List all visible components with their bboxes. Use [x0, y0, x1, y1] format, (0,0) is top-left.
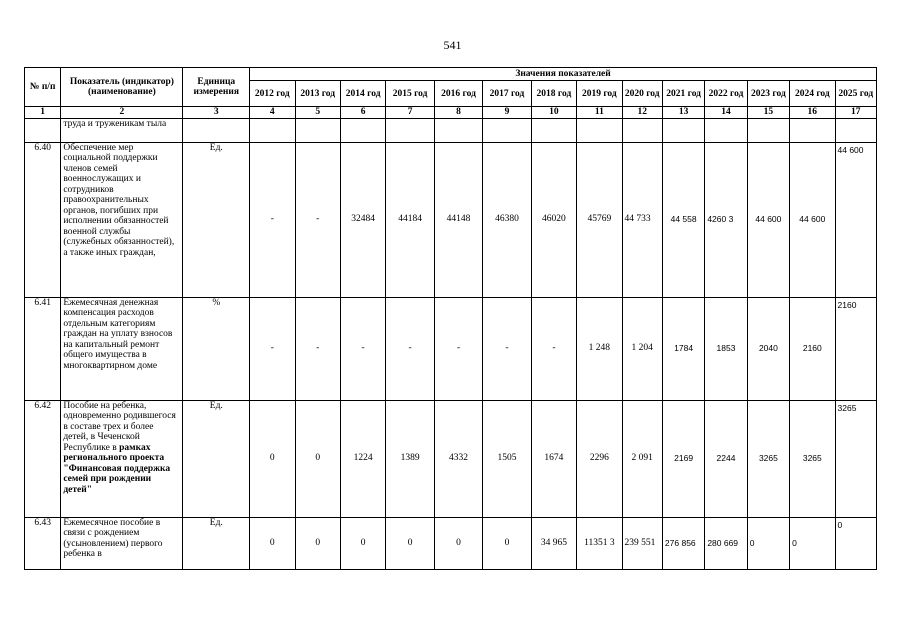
row-value: -	[483, 297, 531, 400]
table-row	[25, 142, 877, 297]
row-value: -	[386, 297, 434, 400]
row-value: 11351 3	[577, 517, 622, 569]
header-year: 2024 год	[790, 81, 835, 107]
header-index: 8	[434, 107, 482, 119]
row-value	[250, 118, 295, 142]
row-value: 1784	[662, 297, 704, 400]
header-index: 7	[386, 107, 434, 119]
row-value: 2160	[790, 297, 835, 400]
header-col-unit: Единица измерения	[183, 68, 250, 107]
row-num: 6.42	[25, 400, 61, 517]
header-index: 16	[790, 107, 835, 119]
row-num: 6.41	[25, 297, 61, 400]
row-value: 0	[340, 517, 385, 569]
row-value: 34 965	[531, 517, 576, 569]
row-unit: %	[183, 297, 250, 400]
row-value: 0	[434, 517, 482, 569]
row-value	[835, 118, 876, 142]
table-row	[25, 297, 877, 400]
header-year: 2025 год	[835, 81, 876, 107]
header-index: 1	[25, 107, 61, 119]
row-value: 0	[295, 400, 340, 517]
row-indicator-text: Пособие на ребенка, одновременно родившегося в составе трех и более детей, в Чеченской Республике в	[63, 400, 176, 453]
row-value: 0	[386, 517, 434, 569]
row-value: 1224	[340, 400, 385, 517]
row-indicator: Обеспечение мер социальной поддержки членов семей военнослужащих и сотрудников правоохранительных органов, погибших при исполнении обязанностей военной службы (служебных обязанностей), а также иных граждан,	[61, 142, 183, 297]
row-value: 0	[747, 517, 789, 569]
row-value: 239 551	[622, 517, 662, 569]
header-index: 11	[577, 107, 622, 119]
row-unit: Ед.	[183, 400, 250, 517]
row-indicator: Ежемесячная денежная компенсация расходов отдельным категориям граждан на уплату взносов на капитальный ремонт общего имущества в многоквартирном доме	[61, 297, 183, 400]
page-number: 541	[443, 38, 462, 52]
row-value: 0	[483, 517, 531, 569]
row-value: 1505	[483, 400, 531, 517]
header-index: 5	[295, 107, 340, 119]
table-row	[25, 517, 877, 569]
row-value: 3265	[747, 400, 789, 517]
row-value: 3265	[790, 400, 835, 517]
row-num	[25, 118, 61, 142]
header-index: 6	[340, 107, 385, 119]
row-value: 44 600	[835, 142, 876, 297]
row-value: 44 733	[622, 142, 662, 297]
row-value: 44148	[434, 142, 482, 297]
row-value: 44 558	[662, 142, 704, 297]
header-col-indicator: Показатель (индикатор) (наименование)	[61, 68, 183, 107]
row-value: 1389	[386, 400, 434, 517]
header-year: 2015 год	[386, 81, 434, 107]
row-num: 6.40	[25, 142, 61, 297]
row-value: 1674	[531, 400, 576, 517]
row-value: 0	[790, 517, 835, 569]
header-year: 2012 год	[250, 81, 295, 107]
row-indicator	[61, 400, 183, 517]
row-num: 6.43	[25, 517, 61, 569]
row-value: -	[295, 297, 340, 400]
table-row	[25, 118, 877, 142]
row-value	[622, 118, 662, 142]
row-unit: Ед.	[183, 517, 250, 569]
header-index: 14	[705, 107, 747, 119]
header-year: 2022 год	[705, 81, 747, 107]
row-value	[483, 118, 531, 142]
row-value: 2296	[577, 400, 622, 517]
row-value	[790, 118, 835, 142]
header-year: 2013 год	[295, 81, 340, 107]
header-year: 2016 год	[434, 81, 482, 107]
row-value: 45769	[577, 142, 622, 297]
header-year: 2018 год	[531, 81, 576, 107]
header-year: 2019 год	[577, 81, 622, 107]
row-value: 0	[250, 517, 295, 569]
row-value: 46380	[483, 142, 531, 297]
header-index: 2	[61, 107, 183, 119]
header-year: 2014 год	[340, 81, 385, 107]
row-value: 32484	[340, 142, 385, 297]
row-unit: Ед.	[183, 142, 250, 297]
row-value: 276 856	[662, 517, 704, 569]
row-value	[747, 118, 789, 142]
row-value: 44 600	[747, 142, 789, 297]
row-value: 4332	[434, 400, 482, 517]
row-indicator: труда и труженикам тыла	[61, 118, 183, 142]
header-col-num: № п/п	[25, 68, 61, 107]
table-row	[25, 400, 877, 517]
header-col-values: Значения показателей	[250, 68, 877, 81]
row-value	[386, 118, 434, 142]
row-value: 2040	[747, 297, 789, 400]
header-index: 15	[747, 107, 789, 119]
row-value	[295, 118, 340, 142]
header-year: 2023 год	[747, 81, 789, 107]
header-index: 9	[483, 107, 531, 119]
row-value: 280 669	[705, 517, 747, 569]
row-value: 46020	[531, 142, 576, 297]
row-value	[531, 118, 576, 142]
row-value: -	[250, 297, 295, 400]
row-value: 4260 3	[705, 142, 747, 297]
row-value: 2 091	[622, 400, 662, 517]
indicators-table	[24, 67, 877, 570]
row-value	[434, 118, 482, 142]
header-year: 2020 год	[622, 81, 662, 107]
row-value	[340, 118, 385, 142]
row-unit	[183, 118, 250, 142]
row-value: -	[434, 297, 482, 400]
header-index: 3	[183, 107, 250, 119]
row-value: 2160	[835, 297, 876, 400]
row-value: -	[295, 142, 340, 297]
row-value	[705, 118, 747, 142]
row-value: 0	[295, 517, 340, 569]
row-indicator-bold-text: рамках регионального проекта "Финансовая поддержка семей при рождении детей"	[63, 442, 171, 495]
row-indicator: Ежемесячное пособие в связи с рождением (усыновлением) первого ребенка в	[61, 517, 183, 569]
row-value: -	[250, 142, 295, 297]
header-index: 17	[835, 107, 876, 119]
row-value: 2169	[662, 400, 704, 517]
row-value: 44184	[386, 142, 434, 297]
header-year: 2021 год	[662, 81, 704, 107]
row-value: 1853	[705, 297, 747, 400]
row-value: 0	[835, 517, 876, 569]
header-index: 12	[622, 107, 662, 119]
header-index: 4	[250, 107, 295, 119]
header-index: 13	[662, 107, 704, 119]
header-index: 10	[531, 107, 576, 119]
row-value	[662, 118, 704, 142]
header-year: 2017 год	[483, 81, 531, 107]
row-value	[577, 118, 622, 142]
row-value: 1 248	[577, 297, 622, 400]
row-value: -	[531, 297, 576, 400]
row-value: 1 204	[622, 297, 662, 400]
row-value: 0	[250, 400, 295, 517]
row-value: -	[340, 297, 385, 400]
row-value: 44 600	[790, 142, 835, 297]
row-value: 3265	[835, 400, 876, 517]
row-value: 2244	[705, 400, 747, 517]
